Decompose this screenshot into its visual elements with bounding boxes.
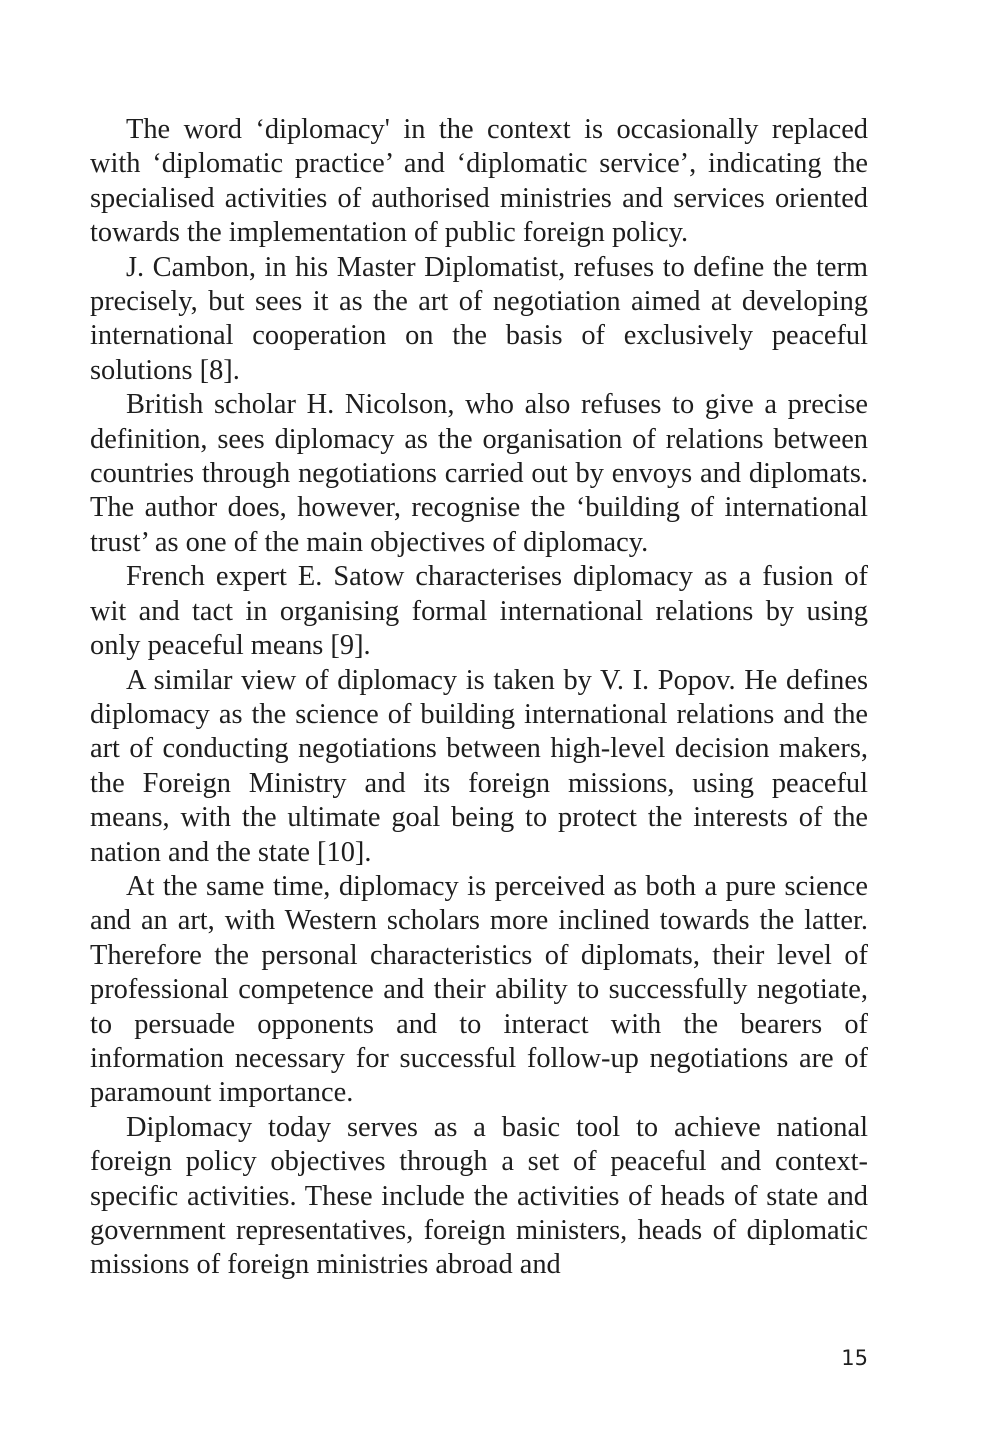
paragraph-cambon: J. Cambon, in his Master Diplomatist, refuses to define the term precisely, but sees it as the art of negotiation aimed at developing international cooperation on the basis of exclusively peaceful solutions [8]. [90,251,868,386]
paragraph-science-and-art: At the same time, diplomacy is perceived as both a pure science and an art, with Western scholars more inclined towards the latter. Therefore the personal characteristics of diplomats, their level of professional competence and their ability to successfully negotiate, to persuade opponents and to interact with the bearers of information necessary for successful follow-up negotiations are of paramount importance. [90,870,868,1109]
body-text [90,113,868,1283]
paragraph-diplomacy-word: The word ‘diplomacy' in the context is occasionally replaced with ‘diplomatic practice’ and ‘diplomatic service’, indicating the specialised activities of authorised ministries and services oriented towards the implementation of public foreign policy. [90,114,868,249]
page-number: 15 [841,1346,868,1370]
paragraph-popov: A similar view of diplomacy is taken by V. I. Popov. He defines diplomacy as the science of building international relations and the art of conducting negotiations between high-level decision makers, the Foreign Ministry and its foreign missions, using peaceful means, with the ultimate goal being to protect the interests of the nation and the state [10]. [90,664,868,868]
paragraph-diplomacy-today: Diplomacy today serves as a basic tool to achieve national foreign policy objectives through a set of peaceful and context-specific activities. These include the activities of heads of state and government representatives, foreign ministers, heads of diplomatic missions of foreign ministries abroad and [90,1111,868,1281]
paragraph-satow: French expert E. Satow characterises diplomacy as a fusion of wit and tact in organising formal international relations by using only peaceful means [9]. [90,561,868,662]
paragraph-nicolson: British scholar H. Nicolson, who also refuses to give a precise definition, sees diplomacy as the organisation of relations between countries through negotiations carried out by envoys and diplomats. The author does, however, recognise the ‘building of international trust’ as one of the main objectives of diplomacy. [90,389,868,558]
